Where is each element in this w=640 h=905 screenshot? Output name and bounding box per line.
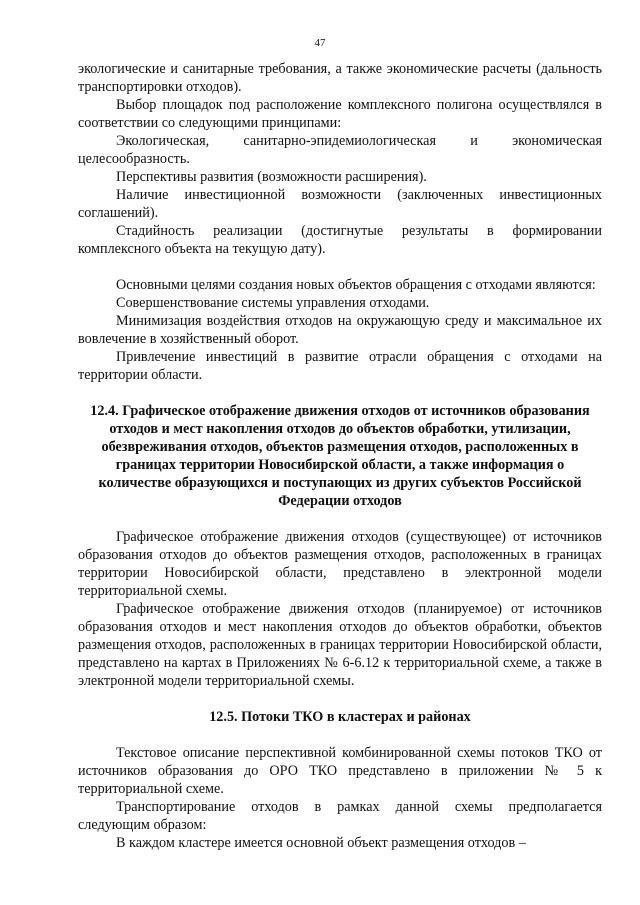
page-number: 47 xyxy=(314,37,326,49)
spacer xyxy=(78,690,602,708)
paragraph: Выбор площадок под расположение комплексного полигона осуществлялся в соответствии со следующими принципами: xyxy=(78,97,602,131)
list-item: Привлечение инвестиций в развитие отрасли обращения с отходами на территории области. xyxy=(78,349,602,383)
spacer xyxy=(78,258,602,276)
section-heading-12-5: 12.5. Потоки ТКО в кластерах и районах xyxy=(209,709,471,725)
list-item: Перспективы развития (возможности расширения). xyxy=(116,169,427,185)
list-item: Стадийность реализации (достигнутые результаты в формировании комплексного объекта на текущую дату). xyxy=(78,223,602,257)
list-item: Наличие инвестиционной возможности (заключенных инвестиционных соглашений). xyxy=(78,187,602,221)
paragraph: В каждом кластере имеется основной объект размещения отходов – xyxy=(116,835,526,851)
spacer xyxy=(78,726,602,744)
list-item: Минимизация воздействия отходов на окружающую среду и максимальное их вовлечение в хозяйственный оборот. xyxy=(78,313,602,347)
paragraph: Транспортирование отходов в рамках данной схемы предполагается следующим образом: xyxy=(78,799,602,833)
list-item: Экологическая, санитарно-эпидемиологическая и экономическая целесообразность. xyxy=(78,133,602,167)
paragraph: Основными целями создания новых объектов обращения с отходами являются: xyxy=(116,277,596,293)
paragraph: Графическое отображение движения отходов (планируемое) от источников образования отходов и мест накопления отходов до объектов обработки, объектов размещения отходов, расположенных в границах территории Новосибирской области, представлено на картах в Приложениях № 6-6.12 к территориальной схеме, а также в электронной модели территориальной схемы. xyxy=(78,601,602,689)
spacer xyxy=(78,510,602,528)
section-heading-12-4: 12.4. Графическое отображение движения отходов от источников образования отходов и мест накопления отходов до объектов обработки, утилизации, обезвреживания отходов, объектов размещения отходов, расположенных в границах территории Новосибирской области, а также информация о количестве образующихся и поступающих из других субъектов Российской Федерации отходов xyxy=(90,403,590,509)
paragraph: Текстовое описание перспективной комбинированной схемы потоков ТКО от источников образования до ОРО ТКО представлено в приложении № 5 к территориальной схеме. xyxy=(78,745,602,797)
spacer xyxy=(78,384,602,402)
document-body xyxy=(78,60,602,852)
list-item: Совершенствование системы управления отходами. xyxy=(116,295,430,311)
paragraph: экологические и санитарные требования, а также экономические расчеты (дальность транспортировки отходов). xyxy=(78,61,602,95)
paragraph: Графическое отображение движения отходов (существующее) от источников образования отходов до объектов размещения отходов, расположенных в границах территории Новосибирской области, представлено в электронной модели территориальной схемы. xyxy=(78,529,602,599)
